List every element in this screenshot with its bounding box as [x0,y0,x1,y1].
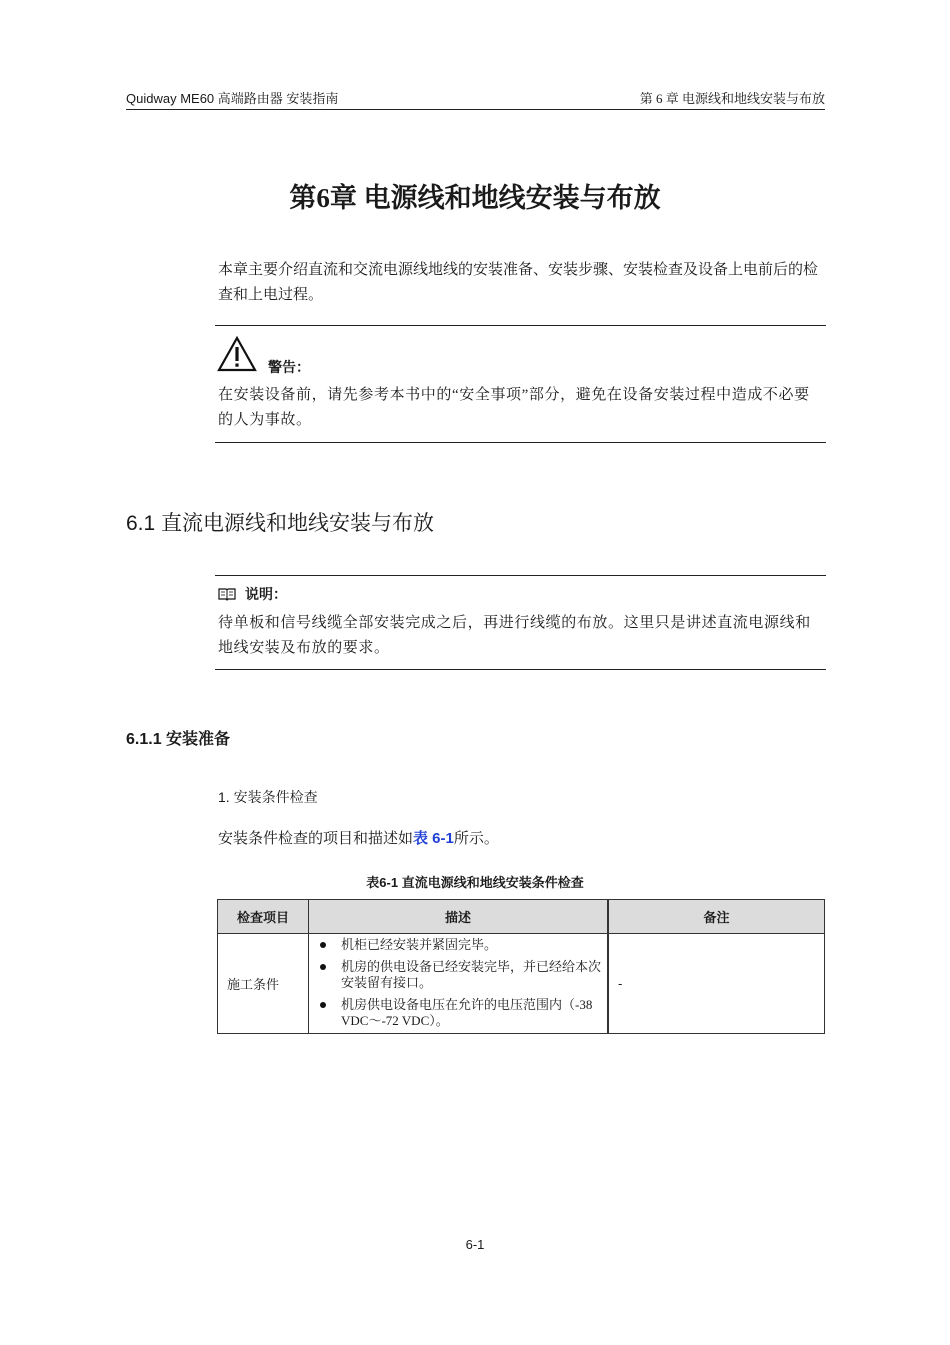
header-divider [126,109,825,110]
chapter-title: 第6章 电源线和地线安装与布放 [289,183,661,213]
bullet-icon [320,1002,326,1008]
warning-text: 在安装设备前，请先参考本书中的“安全事项”部分，避免在设备安装过程中造成不必要的人为事故。 [218,387,810,428]
cell-item: 施工条件 [218,934,309,1034]
table-header-row [218,900,825,934]
bullet-icon [320,964,326,970]
section-title: 6.1 直流电源线和地线安装与布放 [126,512,435,535]
table-row [218,934,825,1034]
warning-label: 警告： [268,359,310,375]
note-top-rule [215,575,826,576]
list-item: 机房供电设备电压在允许的电压范围内（-38 VDC～-72 VDC）。 [317,997,601,1029]
para-suffix: 所示。 [453,831,499,847]
cell-description [309,934,609,1034]
note-bottom-rule [215,669,826,670]
note-text: 待单板和信号线缆全部安装完成之后，再进行线缆的布放。这里只是讲述直流电源线和地线安装及布放的要求。 [218,615,811,656]
warning-top-rule [215,325,826,326]
conditions-table [217,899,825,1034]
subsection-title: 6.1.1 安装准备 [126,731,231,748]
list-item: 机房的供电设备已经安装完毕，并已经给本次安装留有接口。 [317,959,601,991]
warning-triangle-icon [217,336,257,372]
bullet-icon [320,942,326,948]
header-item: 检查项目 [218,900,309,934]
running-header-right: 第 6 章 电源线和地线安装与布放 [639,91,825,106]
list-item: 机柜已经安装并紧固完毕。 [317,937,601,953]
table-reference-paragraph [218,828,499,850]
note-label: 说明： [245,586,287,602]
step-title: 1. 安装条件检查 [218,789,318,805]
warning-bottom-rule [215,442,826,443]
running-header-left: Quidway ME60 高端路由器 安装指南 [126,91,339,106]
page-number: 6-1 [465,1237,485,1252]
description-bullets [317,937,601,1029]
table-caption: 表6-1 直流电源线和地线安装条件检查 [366,875,584,890]
chapter-intro: 本章主要介绍直流和交流电源线地线的安装准备、安装步骤、安装检查及设备上电前后的检查和上电过程。 [218,262,819,303]
cell-remark: - [608,934,825,1034]
header-description: 描述 [309,900,609,934]
table-link[interactable]: 表 6-1 [413,830,454,847]
book-icon [218,587,236,601]
header-remark: 备注 [608,900,825,934]
para-prefix: 安装条件检查的项目和描述如 [218,831,414,847]
